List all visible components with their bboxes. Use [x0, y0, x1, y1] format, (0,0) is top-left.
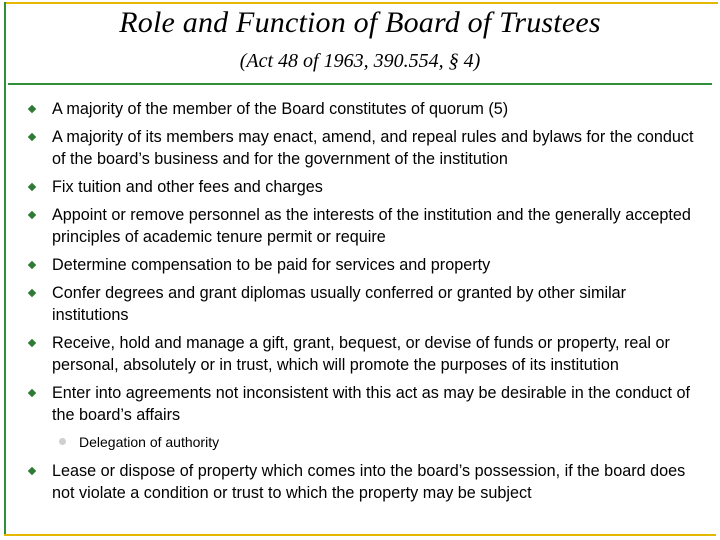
bullet-text: Fix tuition and other fees and charges: [52, 178, 323, 196]
sub-bullet-text: Delegation of authority: [79, 434, 220, 450]
bullet-item: [24, 254, 704, 276]
bullet-item: [24, 126, 704, 170]
bullet-item: [24, 204, 704, 248]
bullet-text: Appoint or remove personnel as the interests of the institution and the generally accepted principles of academic tenure permit or require: [52, 206, 691, 246]
diamond-bullet-icon: [28, 389, 36, 397]
bullet-item: [24, 282, 704, 326]
diamond-bullet-icon: [28, 133, 36, 141]
diamond-bullet-icon: [28, 339, 36, 347]
bullet-text: Enter into agreements not inconsistent with this act as may be desirable in the conduct of the board’s affairs: [52, 384, 690, 424]
diamond-bullet-icon: [28, 183, 36, 191]
bullet-item: [24, 98, 704, 120]
bullet-text: Confer degrees and grant diplomas usually conferred or granted by other similar institutions: [52, 284, 627, 324]
bullet-text: Determine compensation to be paid for services and property: [52, 256, 491, 274]
title-block: [10, 6, 710, 73]
diamond-bullet-icon: [28, 211, 36, 219]
diamond-bullet-icon: [28, 289, 36, 297]
diamond-bullet-icon: [28, 105, 36, 113]
sub-bullet-item: [24, 432, 704, 452]
bullet-list: [24, 98, 704, 510]
bottom-border: [4, 534, 716, 536]
bullet-item: [24, 382, 704, 426]
diamond-bullet-icon: [28, 467, 36, 475]
page-subtitle: (Act 48 of 1963, 390.554, § 4): [239, 50, 481, 72]
bullet-item: [24, 332, 704, 376]
circle-bullet-icon: [59, 438, 66, 445]
bullet-item: [24, 176, 704, 198]
bullet-text: Receive, hold and manage a gift, grant, bequest, or devise of funds or property, real or personal, absolutely or in trust, which will promote the purposes of its institution: [52, 334, 670, 374]
left-border: [4, 2, 6, 536]
top-border: [6, 2, 718, 4]
title-divider: [8, 83, 712, 85]
bullet-text: A majority of its members may enact, amend, and repeal rules and bylaws for the conduct of the board’s business and for the government of the institution: [52, 128, 694, 168]
bullet-text: Lease or dispose of property which comes into the board’s possession, if the board does not violate a condition or trust to which the property may be subject: [52, 462, 686, 502]
page-title: Role and Function of Board of Trustees: [119, 6, 601, 39]
bullet-item: [24, 460, 704, 504]
bullet-text: A majority of the member of the Board constitutes of quorum (5): [52, 100, 509, 118]
diamond-bullet-icon: [28, 261, 36, 269]
